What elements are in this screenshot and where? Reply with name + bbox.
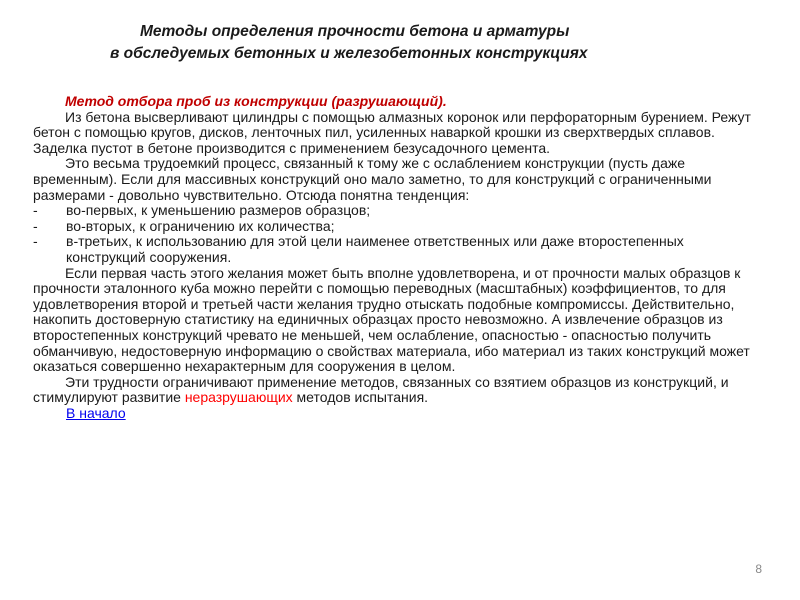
- list-item: [33, 219, 755, 235]
- paragraph-conclusion: [33, 375, 755, 406]
- list-dash: -: [33, 202, 38, 219]
- conclusion-text-end: методов испытания.: [292, 389, 429, 406]
- list-item-text: во-вторых, к ограничению их количества;: [66, 217, 335, 234]
- tendency-list: [33, 203, 755, 265]
- list-item: [33, 234, 755, 265]
- list-item-text: во-первых, к уменьшению размеров образцов;: [66, 202, 371, 219]
- method-heading: Метод отбора проб из конструкции (разрушающий).: [65, 93, 447, 109]
- title-line-2: в обследуемых бетонных и железобетонных конструкциях: [110, 45, 588, 62]
- paragraph-compromise: Если первая часть этого желания может быть вполне удовлетворена, и от прочности малых образцов к прочности эталонного куба можно перейти с помощью переводных (масштабных) коэффициентов, то для удовлетворения второй и третьей части желания трудно отыскать подобные компромиссы. Действительно, накопить достоверную статистику на единичных образцах просто невозможно. А извлечение образцов из второстепенных конструкций чревато не меньшей, чем ослабление, опасностью - опасностью получить обманчивую, недостоверную информацию о свойствах материала, ибо материал из таких конструкций может оказаться совершенно нехарактерным для сооружения в целом.: [33, 264, 750, 375]
- nondestructive-highlight: неразрушающих: [184, 389, 293, 406]
- list-item: [33, 203, 755, 219]
- list-dash: -: [33, 217, 38, 234]
- paragraph-labor: Это весьма трудоемкий процесс, связанный к тому же с ослаблением конструкции (пусть даже временным). Если для массивных конструкций оно мало заметно, то для конструкций с ограниченными размерами - довольно чувствительно. Отсюда понятна тенденция:: [33, 155, 712, 203]
- title-line-1: Методы определения прочности бетона и арматуры: [140, 23, 570, 40]
- paragraph-drilling: Из бетона высверливают цилиндры с помощью алмазных коронок или перфораторным бурением. Режут бетон с помощью кругов, дисков, ленточных пил, усиленных наваркой крошки из сверхтвердых сплавов. Заделка пустот в бетоне производится с применением безусадочного цемента.: [33, 108, 751, 156]
- page-number: 8: [755, 562, 762, 576]
- list-item-text: в-третьих, к использованию для этой цели наименее ответственных или даже второстепенных конструкций сооружения.: [66, 233, 684, 265]
- slide-body: [33, 94, 755, 421]
- list-dash: -: [33, 233, 38, 250]
- back-to-start-link[interactable]: В начало: [66, 404, 126, 421]
- conclusion-text-start: Эти трудности ограничивают применение методов, связанных со взятием образцов из конструкций, и стимулируют развитие: [33, 373, 729, 406]
